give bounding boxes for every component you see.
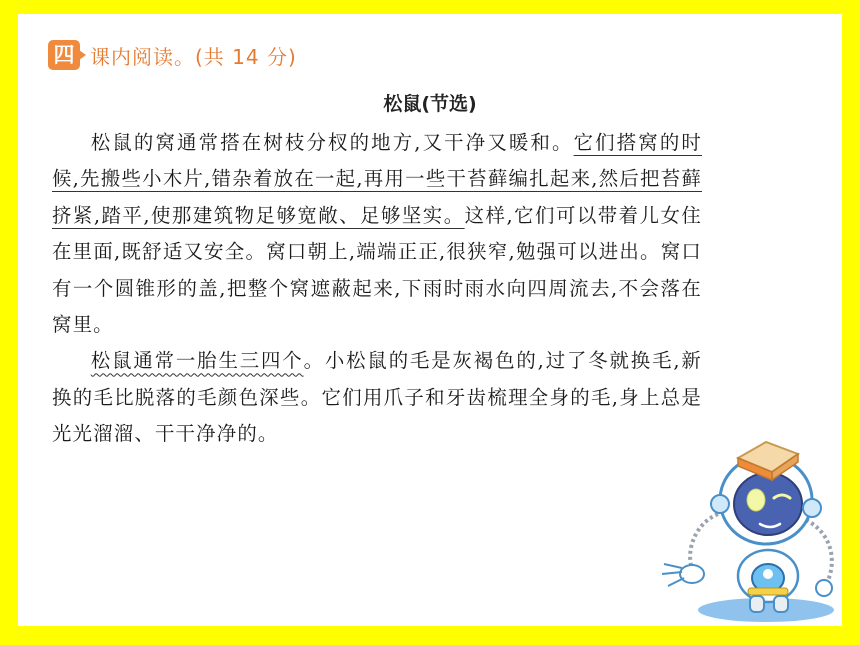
section-heading xyxy=(48,39,297,71)
p2-sentence-rest: 。小松鼠的毛是灰褐色的,过了冬就换毛,新换的毛比脱落的毛颜色深些。它们用爪子和牙齿梳理全身的毛,身上总是光光溜溜、干干净净的。 xyxy=(52,349,702,446)
p1-sentence-3: 这样,它们可以带着儿女住在里面,既舒适又安全。窝口朝上,端端正正,很狭窄,勉强可以进出。窝口有一个圆锥形的盖,把整个窝遮蔽起来,下雨时雨水向四周流去,不会落在窝里。 xyxy=(52,203,702,337)
passage-title: 松鼠(节选) xyxy=(383,93,477,115)
p1-underlined-sentence: 它们搭窝的时候,先搬些小木片,错杂着放在一起,再用一些干苔藓编扎起来,然后把苔藓挤紧,踏平,使那建筑物足够宽敞、足够坚实。 xyxy=(52,131,702,227)
paragraph-2 xyxy=(52,343,702,452)
robot-mascot-icon xyxy=(656,428,846,624)
paragraph-1 xyxy=(52,125,702,343)
passage-body xyxy=(52,125,702,453)
p1-sentence-1: 松鼠的窝通常搭在树枝分杈的地方,又干净又暖和。 xyxy=(90,131,574,154)
p2-wavy-underlined-sentence: 松鼠通常一胎生三四个 xyxy=(90,349,304,373)
section-instruction: 课内阅读。(共 14 分) xyxy=(90,44,297,69)
section-number-badge: 四 xyxy=(48,40,80,70)
worksheet-page xyxy=(18,14,842,626)
